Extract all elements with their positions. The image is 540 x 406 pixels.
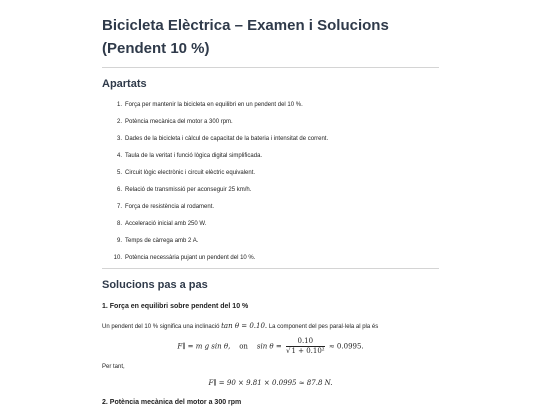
subsection-heading-2: 2. Potència mecànica del motor a 300 rpm: [102, 399, 242, 406]
list-item: 4. Taula de la veritat i funció lògica digital simplificada.: [116, 153, 263, 159]
list-item: 8. Acceleració inicial amb 250 W.: [116, 221, 207, 227]
list-item: 5. Circuit lògic electrònic i circuit elèctric equivalent.: [116, 170, 256, 176]
list-item: 7. Força de resistència al rodament.: [116, 204, 215, 210]
page-title: Bicicleta Elèctrica – Examen i Solucions (Pendent 10 %): [102, 17, 389, 57]
list-item: 3. Dades de la bicicleta i càlcul de capacitat de la bateria i intensitat de corrent.: [116, 136, 329, 142]
list-item: 1. Força per mantenir la bicicleta en equilibri en un pendent del 10 %.: [116, 102, 303, 108]
section-heading-apartats: Apartats: [102, 78, 147, 90]
fraction: $\frac{0.10}{\text{√1 + 0.10²}}$: [285, 337, 325, 355]
equation-force-result: F∥ = 90 × 9.81 × 0.0995 ≈ 87.8 N.: [208, 379, 333, 387]
apartats-list: [102, 97, 328, 267]
list-item: 9. Temps de càrrega amb 2 A.: [116, 238, 199, 244]
paragraph-pertant: Per tant,: [102, 364, 125, 370]
equation-force-component: F∥ = m g sin θ, on sin θ = $\frac{0.10}{\text{√1 + 0.10²}}$ ≈ 0.0995.: [177, 337, 364, 355]
list-item: 6. Relació de transmissió per aconseguir 25 km/h.: [116, 187, 252, 193]
list-item: 2. Potència mecànica del motor a 300 rpm.: [116, 119, 233, 125]
divider: [102, 67, 439, 68]
list-item: 10. Potència necessària pujant un pendent del 10 %.: [113, 255, 256, 261]
subsection-heading-1: 1. Força en equilibri sobre pendent del 10 %: [102, 303, 249, 310]
paragraph-intro: Un pendent del 10 % significa una inclinació tan θ = 0.10. La component del pes paral·lela al pla és: [102, 322, 379, 330]
section-heading-solucions: Solucions pas a pas: [102, 279, 208, 291]
divider: [102, 268, 439, 269]
